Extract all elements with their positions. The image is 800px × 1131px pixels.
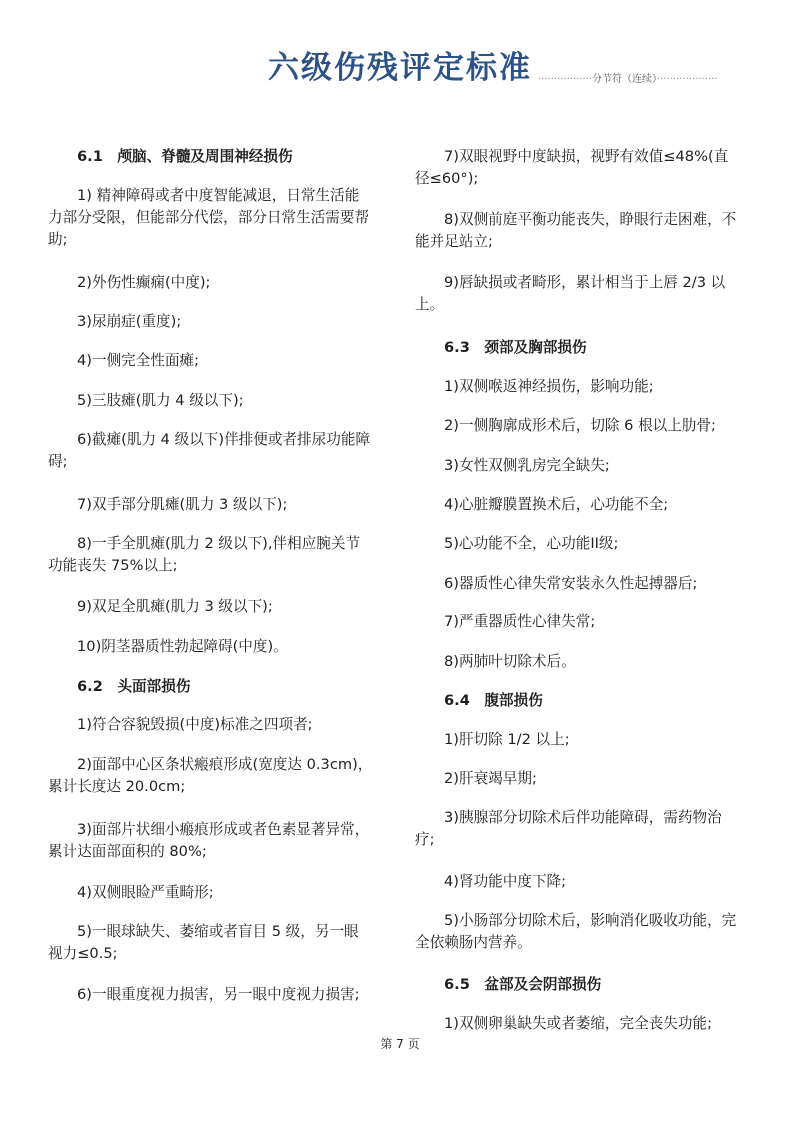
section-break-marker: ·················分节符（连续）··················· [538, 74, 718, 85]
list-item: 1) 精神障碍或者中度智能减退，日常生活能力部分受限，但能部分代偿，部分日常生活需要帮助; [48, 187, 370, 248]
list-item: 5)小肠部分切除术后，影响消化吸收功能，完全依赖肠内营养。 [415, 912, 737, 951]
list-item: 1)双侧喉返神经损伤，影响功能; [444, 378, 654, 395]
section-heading: 6.5 盆部及会阴部损伤 [444, 976, 602, 993]
list-item: 8)两肺叶切除术后。 [444, 653, 576, 670]
list-item: 7)严重器质性心律失常; [444, 613, 596, 630]
list-item: 3)面部片状细小瘢痕形成或者色素显著异常，累计达面部面积的 80%; [48, 821, 370, 860]
list-item: 4)心脏瓣膜置换术后，心功能不全; [444, 496, 669, 513]
list-item: 1)肝切除 1/2 以上; [444, 731, 570, 748]
list-item: 7)双手部分肌瘫(肌力 3 级以下); [77, 496, 288, 513]
document-title: 六级伤残评定标准 [268, 50, 532, 86]
list-item: 3)女性双侧乳房完全缺失; [444, 457, 610, 474]
list-item: 7)双眼视野中度缺损，视野有效值≤48%(直径≤60°); [415, 148, 729, 187]
list-item: 6)器质性心律失常安装永久性起搏器后; [444, 575, 698, 592]
list-item: 1)双侧卵巢缺失或者萎缩，完全丧失功能; [444, 1015, 712, 1032]
section-heading: 6.1 颅脑、脊髓及周围神经损伤 [77, 148, 293, 165]
list-item: 5)三肢瘫(肌力 4 级以下); [77, 392, 244, 409]
section-heading: 6.3 颈部及胸部损伤 [444, 339, 587, 356]
list-item: 2)面部中心区条状瘢痕形成(宽度达 0.3cm)，累计长度达 20.0cm; [48, 756, 373, 795]
page-number: 第 7 页 [380, 1037, 420, 1051]
list-item: 6)一眼重度视力损害，另一眼中度视力损害; [77, 986, 360, 1003]
list-item: 10)阴茎器质性勃起障碍(中度)。 [77, 638, 288, 655]
list-item: 8)一手全肌瘫(肌力 2 级以下),伴相应腕关节功能丧失 75%以上; [48, 535, 361, 574]
list-item: 3)胰腺部分切除术后伴功能障碍，需药物治疗; [415, 809, 722, 848]
section-heading: 6.4 腹部损伤 [444, 692, 543, 709]
section-break-label: 分节符（连续） [592, 74, 658, 85]
section-heading: 6.2 头面部损伤 [77, 678, 191, 695]
list-item: 2)肝衰竭早期; [444, 770, 537, 787]
list-item: 1)符合容貌毁损(中度)标准之四项者; [77, 716, 313, 733]
list-item: 4)双侧眼睑严重畸形; [77, 884, 214, 901]
list-item: 2)外伤性癫痫(中度); [77, 274, 211, 291]
list-item: 8)双侧前庭平衡功能丧失，睁眼行走困难，不能并足站立; [415, 211, 737, 250]
list-item: 4)一侧完全性面瘫; [77, 352, 200, 369]
list-item: 4)肾功能中度下降; [444, 873, 567, 890]
list-item: 3)尿崩症(重度); [77, 313, 182, 330]
list-item: 2)一侧胸廓成形术后，切除 6 根以上肋骨; [444, 417, 716, 434]
list-item: 6)截瘫(肌力 4 级以下)伴排便或者排尿功能障碍; [48, 431, 371, 470]
list-item: 5)心功能不全，心功能II级; [444, 535, 619, 552]
list-item: 5)一眼球缺失、萎缩或者盲目 5 级，另一眼视力≤0.5; [48, 923, 359, 962]
list-item: 9)双足全肌瘫(肌力 3 级以下); [77, 598, 273, 615]
list-item: 9)唇缺损或者畸形，累计相当于上唇 2/3 以上。 [415, 274, 726, 313]
